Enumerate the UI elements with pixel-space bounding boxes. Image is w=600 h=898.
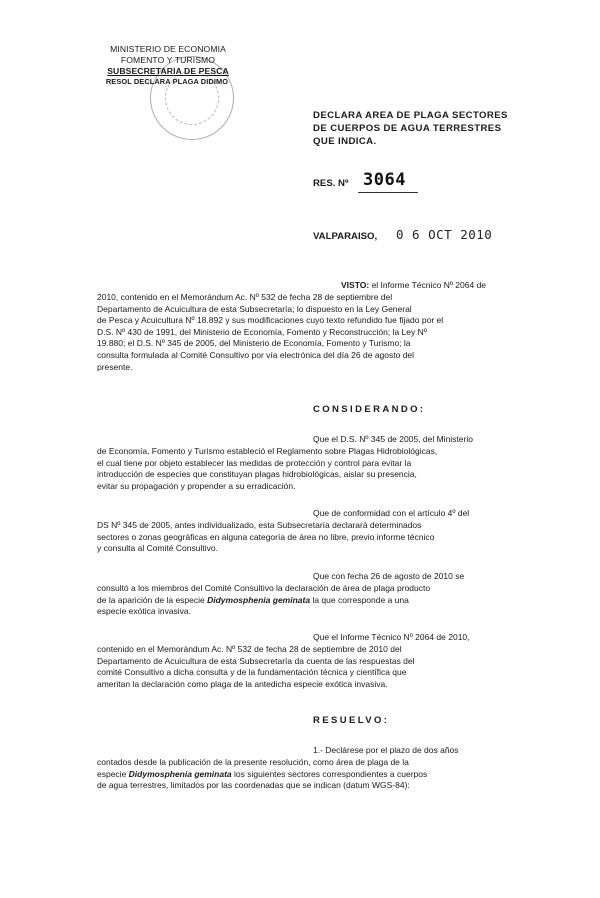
considerando-heading: CONSIDERANDO: [313,404,426,415]
considerando-line: y consulta al Comité Consultivo. [97,543,218,554]
visto-line: consulta formulada al Comité Consultivo por vía electrónica del día 26 de agosto del [97,349,415,360]
considerando-line: ameritan la declaración como plaga de la antedicha especie exótica invasiva. [97,678,388,689]
species-name: Didymosphenia geminata [207,594,311,605]
document-title-line-3: QUE INDICA. [313,136,377,147]
considerando-line: sectores o zonas geográficas en alguna categoría de área no libre, previo informe técnico [97,531,435,542]
considerando-2-body [97,520,521,555]
visto-line: 2010, contenido en el Memorándum Ac. Nº 532 de fecha 28 de septiembre del [97,292,393,302]
visto-line: Departamento de Acuicultura de esta Subsecretaría; lo dispuesto en la Ley General [97,303,412,314]
text-run: de la aparición de la especie [97,594,208,605]
resolution-number-underline [358,192,418,193]
place-label: VALPARAISO, [313,231,378,242]
resuelvo-line: de agua terrestres, limitados por las coordenadas que se indican (datum WGS-84): [97,780,410,791]
document-title-line-1: DECLARA AREA DE PLAGA SECTORES [313,110,508,121]
resuelvo-1-first: 1.- Declárese por el plazo de dos años [313,745,459,755]
considerando-line: DS Nº 345 de 2005, antes individualizado, esta Subsecretaría declarará determinados [97,520,422,530]
considerando-line: introducción de especies que constituyan plagas hidrobiológicas, aislar su presencia, [97,469,417,480]
resolution-label: RES. Nº [313,178,349,189]
considerando-line: contenido en el Memorándum Ac. Nº 532 de fecha 28 de septiembre de 2010 del [97,644,402,654]
considerando-1-body [97,446,521,492]
visto-line: D.S. Nº 430 de 1991, del Ministerio de Economía, Fomento y Reconstrucción; la Ley Nº [97,326,427,337]
visto-label: VISTO: [341,280,370,290]
considerando-4-first: Que el Informe Técnico Nº 2064 de 2010, [313,632,470,642]
document-title-line-2: DE CUERPOS DE AGUA TERRESTRES [313,123,502,134]
visto-body [97,292,521,373]
visto-line: de Pesca y Acuicultura Nº 18.892 y sus modificaciones cuyo texto refundido fue fijado por el [97,315,444,326]
considerando-4-body [97,644,521,690]
date-stamp: 0 6 OCT 2010 [396,227,493,242]
ministry-line: MINISTERIO DE ECONOMIA [110,44,226,54]
resuelvo-species-line [97,769,521,781]
visto-first-line [341,280,521,292]
resuelvo-line: contados desde la publicación de la presente resolución, como área de plaga de la [97,757,409,767]
subsecretaria-line: SUBSECRETARIA DE PESCA [107,66,229,76]
considerando-species-line [97,595,521,607]
resolution-reference: RESOL DECLARA PLAGA DIDIMO [105,77,229,86]
considerando-line: el cual tiene por objeto establecer las medidas de protección y control para evitar la [97,457,412,468]
considerando-line: evitar su propagación y propender a su erradicación. [97,480,296,491]
resolution-number: 3064 [363,170,406,190]
visto-line: 19.880; el D.S. Nº 345 de 2005, del Ministerio de Economía, Fomento y Turismo; la [97,338,411,349]
visto-last-line: presente. [97,361,133,372]
species-name: Didymosphenia geminata [128,768,232,779]
considerando-line: especie exótica invasiva. [97,606,192,617]
considerando-line: comité Consultivo a dicha consulta y de la fundamentación técnica y científica que [97,667,407,678]
considerando-line: de Economía, Fomento y Turismo estableció el Reglamento sobre Plagas Hidrobiológicas, [97,446,438,456]
text-run: la que corresponde a una [310,594,409,605]
resuelvo-1-body [97,757,521,792]
visto-first-line-text: el Informe Técnico Nº 2064 de [371,280,487,290]
considerando-2-first: Que de conformidad con el artículo 4º del [313,508,470,518]
ministry-sub-line: FOMENTO Y TURISMO [120,55,216,65]
considerando-1-first: Que el D.S. Nº 345 de 2005, del Ministerio [313,434,473,444]
considerando-3-first: Que con fecha 26 de agosto de 2010 se [313,571,465,581]
text-run: los siguientes sectores correspondientes a cuerpos [231,768,428,779]
text-run: especie [97,768,129,779]
considerando-3-body [97,583,521,618]
considerando-line: Departamento de Acuicultura de esta Subsecretaría da cuenta de las respuestas del [97,655,415,666]
considerando-line: consultó a los miembros del Comité Consultivo la declaración de área de plaga producto [97,583,431,593]
resuelvo-heading: RESUELVO: [313,715,390,726]
